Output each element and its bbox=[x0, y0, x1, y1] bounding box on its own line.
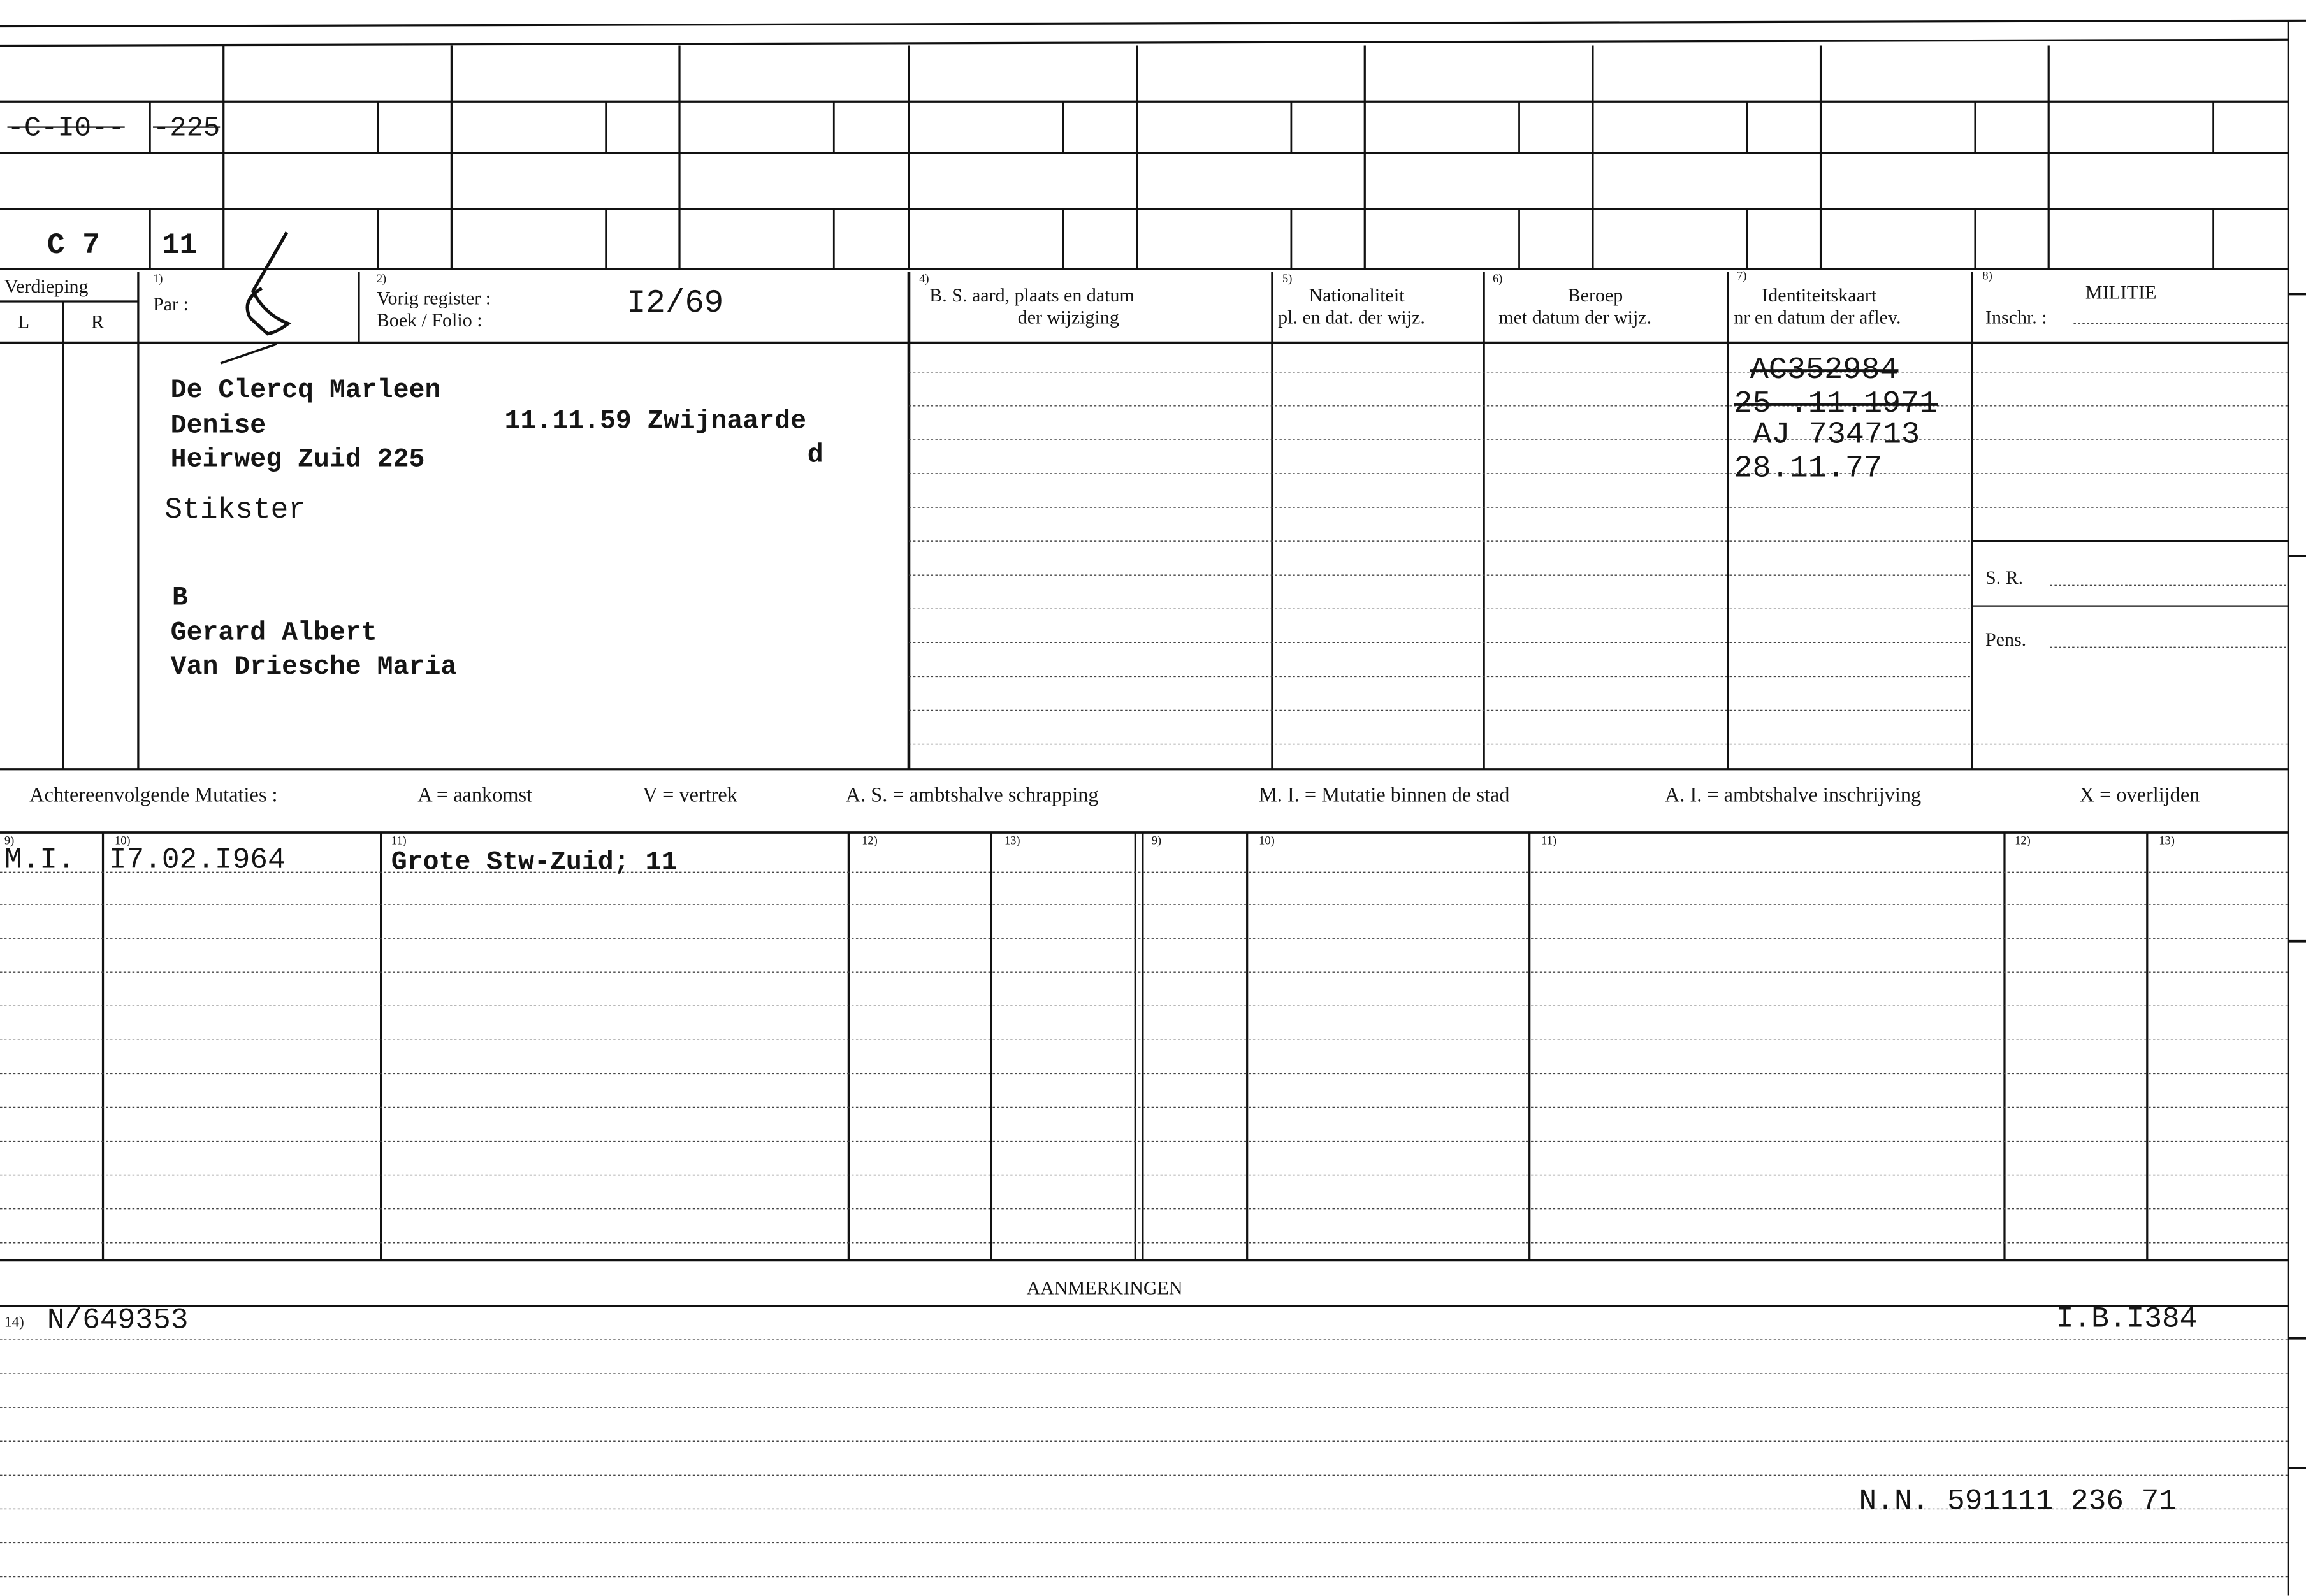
col-number-12b: 12) bbox=[2015, 834, 2031, 848]
bs-header-line2: der wijziging bbox=[1017, 305, 1119, 328]
field-number-1: 1) bbox=[152, 272, 163, 286]
id-old-number: AC352984 bbox=[1750, 354, 1899, 389]
right-label: R bbox=[91, 310, 105, 333]
col-number-13: 13) bbox=[1004, 834, 1020, 848]
par-label: Par : bbox=[152, 293, 189, 315]
mutation-date: I7.02.I964 bbox=[108, 844, 286, 878]
parents-code: B bbox=[171, 584, 188, 614]
col-number-9b: 9) bbox=[1151, 834, 1162, 848]
mutation-type: M.I. bbox=[4, 844, 75, 878]
bs-header-line1: B. S. aard, plaats en datum bbox=[929, 284, 1135, 306]
inschr-label: Inschr. : bbox=[1985, 305, 2047, 328]
beroep-header-line2: met datum der wijz. bbox=[1498, 305, 1652, 328]
person-given-names: Denise bbox=[170, 412, 266, 442]
national-number: N.N. 591111 236 71 bbox=[1859, 1485, 2177, 1520]
field-number-5: 5) bbox=[1282, 272, 1293, 286]
field-number-7: 7) bbox=[1737, 269, 1747, 283]
col-number-11b: 11) bbox=[1541, 834, 1557, 848]
person-birth: 11.11.59 Zwijnaarde bbox=[504, 407, 806, 437]
legend-vertrek: V = vertrek bbox=[642, 785, 737, 808]
current-code-left: C 7 bbox=[47, 229, 100, 264]
legend-mutatie-binnen-stad: M. I. = Mutatie binnen de stad bbox=[1259, 785, 1510, 808]
mother-name: Van Driesche Maria bbox=[170, 653, 457, 683]
sr-label: S. R. bbox=[1985, 566, 2024, 588]
identiteitskaart-header-line1: Identiteitskaart bbox=[1762, 284, 1877, 306]
old-code-right: -225 bbox=[152, 112, 221, 145]
field-number-8: 8) bbox=[1982, 269, 1992, 283]
father-name: Gerard Albert bbox=[170, 619, 377, 649]
vorig-register-label: Vorig register : bbox=[376, 286, 491, 309]
pens-label: Pens. bbox=[1985, 628, 2027, 650]
old-code-left: -C-I0-- bbox=[7, 112, 125, 145]
person-sex: d bbox=[807, 441, 823, 471]
vorig-register-value: I2/69 bbox=[626, 285, 724, 323]
remarks-code: N/649353 bbox=[47, 1304, 189, 1338]
mutation-address: Grote Stw-Zuid; 11 bbox=[391, 848, 678, 878]
left-label: L bbox=[17, 310, 30, 333]
person-name: De Clercq Marleen bbox=[170, 376, 441, 406]
id-old-date: 25 .11.1971 bbox=[1734, 388, 1938, 423]
col-number-12: 12) bbox=[862, 834, 878, 848]
beroep-header-line1: Beroep bbox=[1567, 284, 1623, 306]
paraph-signature bbox=[247, 233, 288, 334]
legend-ambtshalve-schrapping: A. S. = ambtshalve schrapping bbox=[845, 785, 1099, 808]
legend-overlijden: X = overlijden bbox=[2079, 785, 2200, 808]
verdieping-label: Verdieping bbox=[4, 275, 89, 298]
current-code-right: 11 bbox=[161, 229, 198, 264]
nationaliteit-header-line1: Nationaliteit bbox=[1309, 284, 1405, 306]
id-date: 28.11.77 bbox=[1734, 453, 1883, 487]
legend-ambtshalve-inschrijving: A. I. = ambtshalve inschrijving bbox=[1664, 785, 1922, 808]
remarks-reference: I.B.I384 bbox=[2056, 1303, 2198, 1337]
person-address: Heirweg Zuid 225 bbox=[170, 446, 425, 475]
col-number-11: 11) bbox=[391, 834, 407, 848]
col-number-9: 9) bbox=[4, 834, 15, 848]
mutations-title: Achtereenvolgende Mutaties : bbox=[29, 785, 278, 808]
militie-header: MILITIE bbox=[2085, 280, 2157, 303]
remarks-title: AANMERKINGEN bbox=[1026, 1276, 1183, 1299]
col-number-10b: 10) bbox=[1259, 834, 1275, 848]
col-number-13b: 13) bbox=[2159, 834, 2175, 848]
field-number-2: 2) bbox=[376, 272, 387, 286]
field-number-6: 6) bbox=[1493, 272, 1503, 286]
field-number-4: 4) bbox=[919, 272, 929, 286]
nationaliteit-header-line2: pl. en dat. der wijz. bbox=[1278, 305, 1425, 328]
legend-aankomst: A = aankomst bbox=[417, 785, 533, 808]
person-occupation: Stikster bbox=[164, 494, 306, 528]
identiteitskaart-header-line2: nr en datum der aflev. bbox=[1734, 305, 1901, 328]
col-number-10: 10) bbox=[114, 834, 131, 848]
field-number-14: 14) bbox=[4, 1314, 24, 1331]
boek-folio-label: Boek / Folio : bbox=[376, 308, 482, 331]
id-number: AJ 734713 bbox=[1753, 419, 1920, 453]
